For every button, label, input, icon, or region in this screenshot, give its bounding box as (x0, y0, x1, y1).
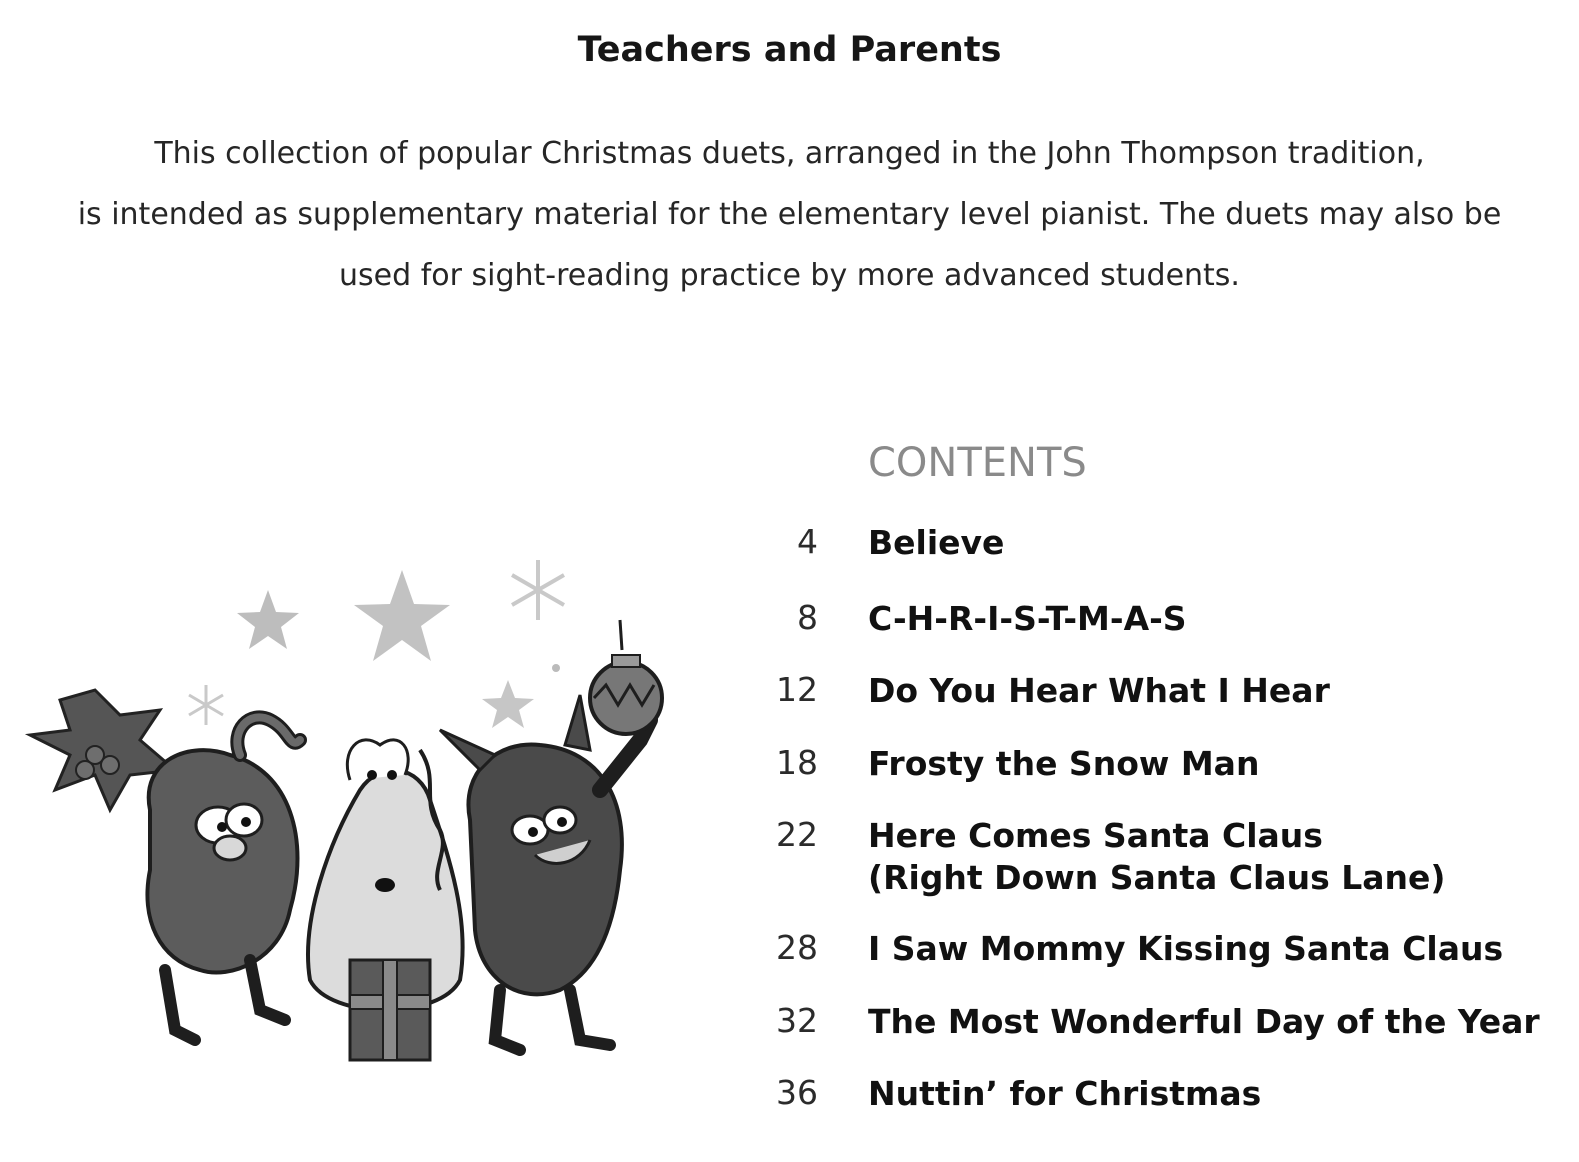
toc-item (760, 928, 1560, 972)
toc-song-title: The Most Wonderful Day of the Year (868, 1002, 1540, 1041)
middle-dog-figure (308, 740, 463, 1060)
intro-line-3: used for sight-reading practice by more advanced students. (339, 258, 1240, 293)
ornament-icon (590, 620, 662, 734)
page-heading: Teachers and Parents (577, 30, 1002, 70)
intro-line-2: is intended as supplementary material for the elementary level pianist. The duets may also be (77, 197, 1502, 232)
toc-page-number: 4 (797, 522, 818, 561)
toc-song-title: Believe (868, 523, 1005, 562)
toc-item (760, 1073, 1560, 1117)
toc-song-title: Here Comes Santa Claus (868, 816, 1323, 855)
star-icon (237, 590, 299, 649)
contents-title: CONTENTS (868, 440, 1087, 486)
christmas-monsters-illustration (0, 540, 700, 1100)
left-monster-figure (147, 717, 300, 1040)
toc-page-number: 28 (776, 928, 818, 967)
toc-song-title: I Saw Mommy Kissing Santa Claus (868, 929, 1504, 968)
toc-song-title: Nuttin’ for Christmas (868, 1074, 1262, 1113)
intro-line-1: This collection of popular Christmas duets, arranged in the John Thompson tradition, (154, 136, 1425, 171)
toc-page-number: 32 (776, 1001, 818, 1040)
toc-item (760, 598, 1560, 642)
toc-item (760, 1001, 1560, 1045)
star-icon (354, 570, 450, 661)
toc-item (760, 743, 1560, 787)
toc-page-number: 8 (797, 598, 818, 637)
right-monster-figure (440, 620, 662, 1050)
toc-item (760, 522, 1560, 566)
snowflake-icon (189, 685, 223, 725)
toc-page-number: 12 (776, 670, 818, 709)
toc-song-subtitle: (Right Down Santa Claus Lane) (868, 858, 1446, 897)
toc-item (760, 670, 1560, 714)
present-icon (350, 960, 430, 1060)
snowflake-icon (512, 560, 564, 620)
toc-song-title: Frosty the Snow Man (868, 744, 1260, 783)
toc-page-number: 18 (776, 743, 818, 782)
toc-page-number: 22 (776, 815, 818, 854)
toc-page-number: 36 (776, 1073, 818, 1112)
toc-song-title: C-H-R-I-S-T-M-A-S (868, 599, 1187, 638)
star-icon (482, 680, 534, 728)
toc-item (760, 815, 1560, 905)
toc-song-title: Do You Hear What I Hear (868, 671, 1330, 710)
